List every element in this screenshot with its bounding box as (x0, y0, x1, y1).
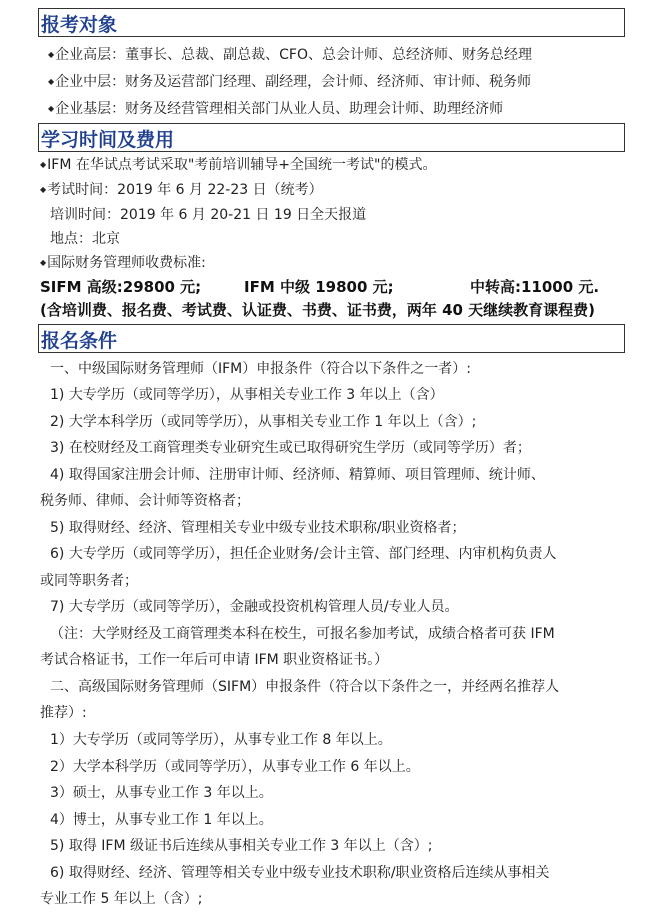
req-line: 推荐）: (40, 705, 87, 721)
exam-mode-text: ◆ IFM 在华试点考试采取"考前培训辅导+全国统一考试"的模式。 (40, 155, 436, 175)
section-title: 报名条件 (41, 330, 118, 352)
req-line: 二、高级国际财务管理师（SIFM）申报条件（符合以下条件之一，并经两名推荐人 (50, 679, 560, 695)
req-line: 专业工作 5 年以上（含）; (40, 891, 203, 907)
req-line: 5) 取得 IFM 级证书后连续从事相关专业工作 3 年以上（含）; (50, 838, 433, 854)
req-line: 4) 取得国家注册会计师、注册审计师、经济师、精算师、项目管理师、统计师、 (50, 467, 545, 483)
req-line: 3）硕士，从事专业工作 3 年以上。 (50, 785, 273, 801)
req-line: 6) 大专学历（或同等学历），担任企业财务/会计主管、部门经理、内审机构负责人 (50, 546, 557, 562)
location-text: 地点：北京 (50, 231, 120, 247)
req-line: 2) 大学本科学历（或同等学历），从事相关专业工作 1 年以上（含）; (50, 414, 477, 430)
req-line: 6) 取得财经、经济、管理等相关专业中级专业技术职称/职业资格后连续从事相关 (50, 865, 550, 881)
req-line: 1）大专学历（或同等学历），从事专业工作 8 年以上。 (50, 732, 392, 748)
req-line: 3) 在校财经及工商管理类专业研究生或已取得研究生学历（或同等学历）者； (50, 440, 531, 456)
list-item: ◆ 企业高层：董事长、总裁、副总裁、CFO、总会计师、总经济师、财务总经理 (48, 45, 532, 65)
req-line: （注：大学财经及工商管理类本科在校生，可报名参加考试，成绩合格者可获 IFM (50, 626, 555, 642)
list-item: ◆ 企业中层：财务及运营部门经理、副经理，会计师、经济师、审计师、税务师 (48, 72, 531, 92)
fee-upgrade: 中转高:11000 元. (470, 278, 600, 296)
req-line: 或同等职务者； (40, 573, 138, 589)
exam-time-text: ◆ 考试时间：2019 年 6 月 22-23 日（统考） (40, 180, 323, 200)
section-header-requirements (38, 324, 625, 353)
req-line: 税务师、律师、会计师等资格者； (40, 493, 250, 509)
section-header-time-fees (38, 123, 625, 152)
req-line: 7) 大专学历（或同等学历），金融或投资机构管理人员/专业人员。 (50, 599, 459, 615)
req-line: 5) 取得财经、经济、管理相关专业中级专业技术职称/职业资格者； (50, 520, 466, 536)
fee-ifm: IFM 中级 19800 元; (244, 278, 394, 296)
section-header-audience (38, 8, 625, 37)
section-title: 学习时间及费用 (41, 129, 175, 151)
req-line: 2）大学本科学历（或同等学历），从事专业工作 6 年以上。 (50, 759, 420, 775)
req-line: 4）博士，从事专业工作 1 年以上。 (50, 812, 273, 828)
section-title: 报考对象 (41, 14, 118, 36)
fee-sifm: SIFM 高级:29800 元; (40, 278, 202, 296)
fee-note: (含培训费、报名费、考试费、认证费、书费、证书费，两年 40 天继续教育课程费) (40, 301, 596, 319)
training-time-text: 培训时间：2019 年 6 月 20-21 日 19 日全天报道 (50, 207, 367, 223)
req-line: 1) 大专学历（或同等学历），从事相关专业工作 3 年以上（含） (50, 387, 444, 403)
req-line: 考试合格证书，工作一年后可申请 IFM 职业资格证书。） (40, 652, 389, 668)
fee-standard-label: ◆ 国际财务管理师收费标准: (40, 253, 206, 273)
list-item: ◆ 企业基层：财务及经营管理相关部门从业人员、助理会计师、助理经济师 (48, 99, 503, 119)
req-line: 一、中级国际财务管理师（IFM）申报条件（符合以下条件之一者）: (50, 361, 471, 377)
